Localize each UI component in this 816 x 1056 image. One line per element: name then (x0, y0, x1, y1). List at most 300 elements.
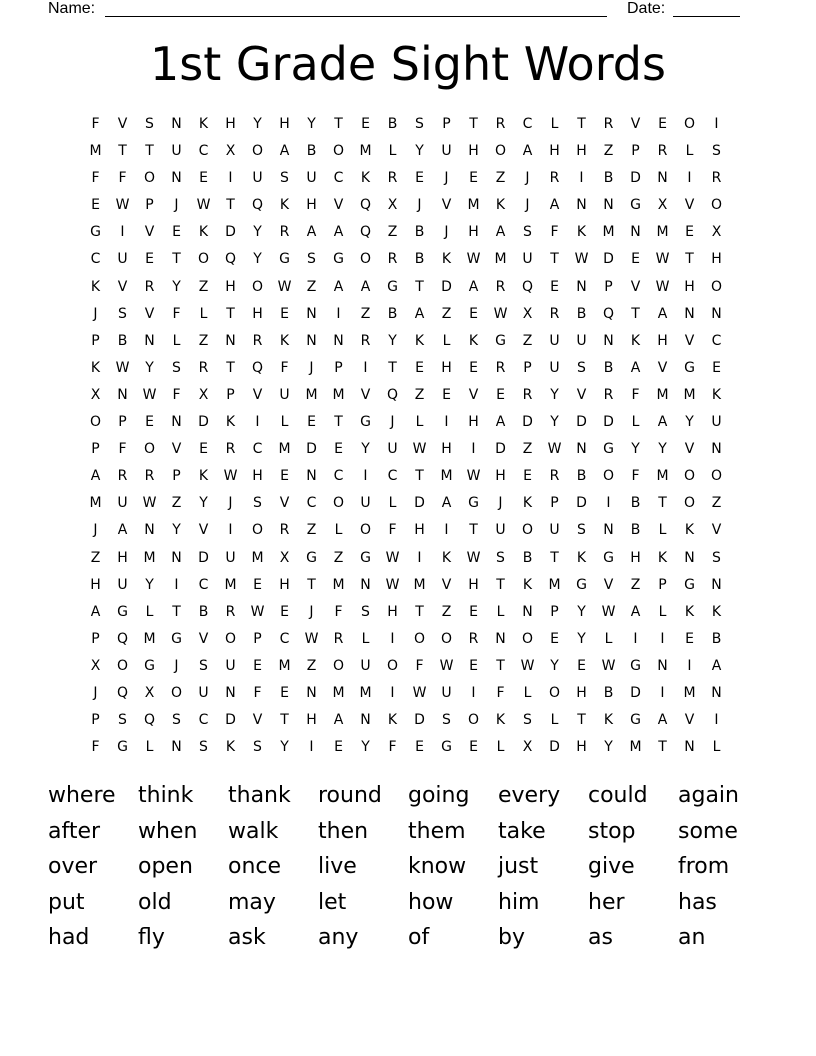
grid-letter: F (550, 224, 559, 241)
grid-letter: G (117, 739, 128, 756)
grid-letter: F (118, 170, 127, 187)
grid-letter: E (577, 657, 586, 674)
grid-letter: K (522, 495, 533, 512)
grid-letter: R (279, 522, 290, 539)
grid-letter: K (711, 386, 722, 403)
grid-letter: U (549, 359, 560, 376)
grid-letter: H (90, 576, 101, 593)
grid-letter: K (603, 712, 614, 729)
grid-letter: K (495, 712, 506, 729)
grid-letter: R (495, 116, 506, 132)
grid-letter: I (363, 359, 368, 376)
grid-letter: L (523, 684, 532, 701)
grid-letter: B (603, 359, 614, 376)
grid-letter: T (496, 576, 505, 593)
grid-letter: A (495, 224, 506, 241)
grid-letter: E (361, 116, 370, 132)
grid-letter: M (440, 468, 453, 485)
grid-letter: T (172, 251, 181, 268)
grid-letter: N (171, 116, 182, 132)
grid-letter: O (521, 522, 534, 539)
grid-letter: E (631, 251, 640, 268)
grid-letter: V (117, 116, 128, 132)
grid-letter: N (306, 332, 317, 349)
grid-letter: O (710, 278, 723, 295)
grid-letter: L (442, 332, 451, 349)
grid-letter: F (91, 170, 100, 187)
grid-letter: A (441, 495, 452, 512)
grid-letter: T (172, 603, 181, 620)
grid-letter: G (360, 549, 371, 566)
grid-letter: S (118, 305, 127, 322)
grid-letter: B (387, 116, 398, 132)
grid-letter: R (252, 332, 263, 349)
grid-letter: Q (251, 359, 264, 376)
grid-letter: I (471, 684, 476, 701)
grid-letter: E (280, 468, 289, 485)
grid-letter: E (442, 386, 451, 403)
grid-letter: I (174, 576, 179, 593)
word-list (48, 781, 768, 959)
word-list-item: after (48, 818, 101, 844)
grid-letter: E (280, 684, 289, 701)
grid-letter: O (251, 143, 264, 160)
grid-letter: V (684, 712, 695, 729)
name-label: Name: (48, 0, 96, 17)
grid-letter: P (253, 630, 262, 647)
grid-letter: D (576, 495, 587, 512)
grid-letter: B (603, 684, 614, 701)
grid-letter: B (522, 549, 533, 566)
grid-letter: O (143, 170, 156, 187)
grid-letter: Y (145, 359, 154, 376)
grid-letter: B (576, 468, 587, 485)
word-list-item: think (138, 783, 194, 808)
grid-letter: T (496, 657, 505, 674)
grid-letter: R (225, 441, 236, 458)
word-list-item: him (498, 889, 540, 915)
grid-letter: U (495, 522, 506, 539)
grid-letter: A (549, 197, 560, 214)
word-list-item: let (318, 889, 347, 915)
grid-letter: T (550, 251, 559, 268)
grid-letter: Y (577, 603, 586, 620)
grid-letter: Y (361, 739, 370, 756)
grid-letter: G (144, 657, 155, 674)
grid-letter: C (279, 630, 290, 647)
grid-letter: H (117, 549, 128, 566)
grid-letter: P (523, 359, 532, 376)
grid-letter: H (441, 441, 452, 458)
grid-letter: O (251, 522, 264, 539)
grid-letter: V (684, 441, 695, 458)
grid-letter: R (711, 170, 722, 187)
grid-letter: Q (143, 712, 156, 729)
grid-letter: I (444, 414, 449, 431)
grid-letter: M (656, 224, 669, 241)
grid-letter: P (118, 414, 127, 431)
grid-letter: N (171, 549, 182, 566)
grid-letter: T (334, 116, 343, 132)
grid-letter: F (172, 305, 181, 322)
grid-letter: M (656, 386, 669, 403)
grid-letter: J (417, 197, 422, 214)
grid-letter: P (334, 359, 343, 376)
grid-letter: A (90, 468, 101, 485)
grid-letter: O (332, 143, 345, 160)
grid-letter: A (360, 278, 371, 295)
grid-letter: L (658, 603, 667, 620)
grid-letter: S (253, 495, 262, 512)
word-list-item: any (318, 925, 359, 950)
grid-letter: M (656, 468, 669, 485)
word-list-item: from (678, 854, 730, 879)
grid-letter: I (309, 739, 314, 756)
grid-letter: G (279, 251, 290, 268)
grid-letter: D (522, 414, 533, 431)
name-blank-line[interactable] (105, 16, 607, 17)
grid-letter: C (711, 332, 722, 349)
grid-letter: U (198, 684, 209, 701)
grid-letter: I (714, 712, 719, 729)
grid-letter: R (495, 278, 506, 295)
grid-letter: E (523, 468, 532, 485)
grid-letter: M (278, 441, 291, 458)
grid-letter: E (415, 739, 424, 756)
grid-letter: E (145, 414, 154, 431)
grid-letter: H (306, 712, 317, 729)
grid-letter: Y (550, 657, 559, 674)
grid-letter: U (171, 143, 182, 160)
grid-letter: O (683, 468, 696, 485)
grid-letter: V (630, 116, 641, 132)
grid-letter: I (714, 116, 719, 132)
grid-letter: V (279, 495, 290, 512)
word-list-item: walk (228, 818, 279, 844)
grid-letter: W (493, 305, 508, 322)
grid-letter: H (495, 468, 506, 485)
grid-letter: T (280, 712, 289, 729)
grid-letter: O (467, 712, 480, 729)
grid-letter: K (711, 603, 722, 620)
grid-letter: K (198, 116, 209, 132)
grid-letter: T (334, 414, 343, 431)
grid-letter: B (414, 224, 425, 241)
grid-letter: L (550, 712, 559, 729)
grid-letter: D (414, 712, 425, 729)
grid-letter: G (603, 549, 614, 566)
grid-letter: Z (495, 170, 506, 187)
grid-letter: Q (224, 251, 237, 268)
grid-letter: G (441, 739, 452, 756)
grid-letter: U (279, 386, 290, 403)
grid-letter: F (388, 739, 397, 756)
grid-letter: L (604, 630, 613, 647)
grid-letter: I (579, 170, 584, 187)
grid-letter: E (307, 414, 316, 431)
grid-letter: N (630, 224, 641, 241)
grid-letter: M (548, 576, 561, 593)
grid-letter: E (415, 170, 424, 187)
word-list-item: going (408, 783, 470, 808)
grid-letter: H (630, 549, 641, 566)
grid-letter: K (576, 549, 587, 566)
grid-letter: E (334, 739, 343, 756)
grid-letter: N (711, 441, 722, 458)
grid-letter: C (333, 468, 344, 485)
grid-letter: D (603, 251, 614, 268)
grid-letter: K (441, 549, 452, 566)
grid-letter: Z (441, 603, 452, 620)
grid-letter: Y (172, 522, 181, 539)
grid-letter: M (467, 197, 480, 214)
grid-letter: R (387, 170, 398, 187)
grid-letter: D (576, 414, 587, 431)
date-label: Date: (627, 0, 666, 17)
grid-letter: S (712, 549, 721, 566)
grid-letter: F (91, 116, 100, 132)
grid-letter: B (576, 305, 587, 322)
grid-letter: H (441, 359, 452, 376)
grid-letter: Y (550, 386, 559, 403)
grid-letter: S (172, 712, 181, 729)
grid-letter: H (468, 143, 479, 160)
grid-letter: W (196, 197, 211, 214)
grid-letter: F (91, 739, 100, 756)
grid-letter: O (710, 197, 723, 214)
grid-letter: D (306, 441, 317, 458)
grid-letter: O (251, 278, 264, 295)
grid-letter: J (309, 359, 314, 376)
grid-letter: A (657, 305, 668, 322)
grid-letter: J (309, 603, 314, 620)
grid-letter: Z (306, 657, 317, 674)
grid-letter: A (333, 278, 344, 295)
grid-letter: Y (307, 116, 316, 132)
grid-letter: I (687, 170, 692, 187)
word-list-item: take (498, 818, 546, 844)
grid-letter: S (523, 712, 532, 729)
grid-letter: E (469, 305, 478, 322)
grid-letter: M (602, 224, 615, 241)
word-list-item: know (408, 854, 467, 879)
grid-letter: W (601, 603, 616, 620)
grid-letter: S (415, 116, 424, 132)
grid-letter: W (115, 359, 130, 376)
grid-letter: S (577, 359, 586, 376)
grid-letter: P (145, 197, 154, 214)
grid-letter: G (630, 712, 641, 729)
grid-letter: U (387, 441, 398, 458)
grid-letter: U (225, 549, 236, 566)
grid-letter: W (277, 278, 292, 295)
grid-letter: D (630, 684, 641, 701)
grid-letter: D (225, 712, 236, 729)
grid-letter: O (332, 495, 345, 512)
grid-letter: S (361, 603, 370, 620)
grid-letter: W (574, 251, 589, 268)
grid-letter: A (117, 522, 128, 539)
grid-letter: M (629, 739, 642, 756)
grid-letter: D (630, 170, 641, 187)
grid-letter: E (550, 278, 559, 295)
grid-letter: K (684, 522, 695, 539)
grid-letter: J (390, 414, 395, 431)
grid-letter: C (198, 576, 209, 593)
grid-letter: W (223, 468, 238, 485)
grid-letter: I (228, 522, 233, 539)
grid-letter: E (712, 359, 721, 376)
grid-letter: I (228, 170, 233, 187)
grid-letter: A (90, 603, 101, 620)
grid-letter: S (145, 116, 154, 132)
grid-letter: C (522, 116, 533, 132)
word-list-item: an (678, 925, 706, 950)
grid-letter: Z (387, 224, 398, 241)
grid-letter: T (226, 305, 235, 322)
grid-letter: L (145, 739, 154, 756)
grid-letter: M (494, 251, 507, 268)
grid-letter: V (684, 332, 695, 349)
grid-letter: Y (388, 332, 397, 349)
grid-letter: L (145, 603, 154, 620)
grid-letter: U (522, 251, 533, 268)
grid-letter: F (118, 441, 127, 458)
grid-letter: O (89, 414, 102, 431)
grid-letter: M (143, 630, 156, 647)
grid-letter: K (90, 359, 101, 376)
grid-letter: C (198, 712, 209, 729)
grid-letter: T (226, 359, 235, 376)
grid-letter: N (684, 739, 695, 756)
word-list-item: fly (138, 925, 165, 950)
grid-letter: E (469, 170, 478, 187)
grid-letter: H (468, 414, 479, 431)
grid-letter: K (495, 197, 506, 214)
grid-letter: X (387, 197, 398, 214)
word-list-item: of (408, 925, 430, 950)
word-list-item: stop (588, 818, 636, 844)
word-list-item: ask (228, 925, 266, 950)
date-blank-line[interactable] (673, 16, 740, 17)
grid-letter: N (576, 278, 587, 295)
grid-letter: H (225, 116, 236, 132)
grid-letter: H (306, 197, 317, 214)
grid-letter: F (172, 386, 181, 403)
grid-letter: E (469, 657, 478, 674)
grid-letter: E (145, 251, 154, 268)
grid-letter: S (253, 739, 262, 756)
grid-letter: I (417, 549, 422, 566)
word-list-item: some (678, 818, 738, 844)
grid-letter: W (466, 549, 481, 566)
grid-letter: H (684, 278, 695, 295)
grid-letter: J (525, 170, 530, 187)
word-list-item: may (228, 889, 276, 915)
grid-letter: I (606, 495, 611, 512)
grid-letter: L (631, 414, 640, 431)
grid-letter: V (360, 386, 371, 403)
grid-letter: L (658, 522, 667, 539)
grid-letter: P (91, 441, 100, 458)
grid-letter: C (252, 441, 263, 458)
grid-letter: W (547, 441, 562, 458)
grid-letter: V (441, 576, 452, 593)
grid-letter: R (198, 359, 209, 376)
grid-letter: R (495, 359, 506, 376)
grid-letter: N (576, 441, 587, 458)
grid-letter: M (278, 657, 291, 674)
grid-letter: J (93, 305, 98, 322)
grid-letter: A (657, 712, 668, 729)
grid-letter: G (630, 197, 641, 214)
grid-letter: T (226, 197, 235, 214)
grid-letter: L (361, 630, 370, 647)
grid-letter: M (251, 549, 264, 566)
grid-letter: W (142, 386, 157, 403)
grid-letter: L (388, 495, 397, 512)
grid-letter: E (469, 739, 478, 756)
grid-letter: M (332, 684, 345, 701)
grid-letter: S (496, 549, 505, 566)
grid-letter: R (603, 116, 614, 132)
grid-letter: N (144, 522, 155, 539)
grid-letter: N (711, 684, 722, 701)
grid-letter: T (118, 143, 127, 160)
grid-letter: J (174, 197, 179, 214)
grid-letter: E (685, 630, 694, 647)
grid-letter: J (174, 657, 179, 674)
grid-letter: Q (359, 197, 372, 214)
grid-letter: X (144, 684, 155, 701)
grid-letter: R (225, 603, 236, 620)
grid-letter: F (388, 522, 397, 539)
grid-letter: B (117, 332, 128, 349)
grid-letter: O (710, 468, 723, 485)
grid-letter: Y (253, 224, 262, 241)
grid-letter: T (631, 305, 640, 322)
grid-letter: R (603, 386, 614, 403)
grid-letter: O (170, 684, 183, 701)
grid-letter: T (469, 522, 478, 539)
grid-letter: A (414, 305, 425, 322)
grid-letter: L (172, 332, 181, 349)
grid-letter: J (444, 170, 449, 187)
grid-letter: S (577, 522, 586, 539)
grid-letter: Y (577, 630, 586, 647)
grid-letter: Y (685, 414, 694, 431)
grid-letter: A (630, 359, 641, 376)
grid-letter: O (521, 630, 534, 647)
grid-letter: Y (199, 495, 208, 512)
grid-letter: A (279, 143, 290, 160)
grid-letter: X (279, 549, 290, 566)
word-list-item: when (138, 818, 198, 844)
word-list-item: thank (228, 783, 291, 808)
grid-letter: I (390, 684, 395, 701)
grid-letter: N (171, 739, 182, 756)
grid-letter: Y (361, 441, 370, 458)
grid-letter: B (414, 251, 425, 268)
grid-letter: M (143, 549, 156, 566)
grid-letter: O (143, 441, 156, 458)
grid-letter: C (198, 143, 209, 160)
grid-letter: O (359, 522, 372, 539)
grid-letter: S (199, 657, 208, 674)
word-list-item: then (318, 818, 369, 844)
grid-letter: R (549, 170, 560, 187)
grid-letter: M (89, 143, 102, 160)
